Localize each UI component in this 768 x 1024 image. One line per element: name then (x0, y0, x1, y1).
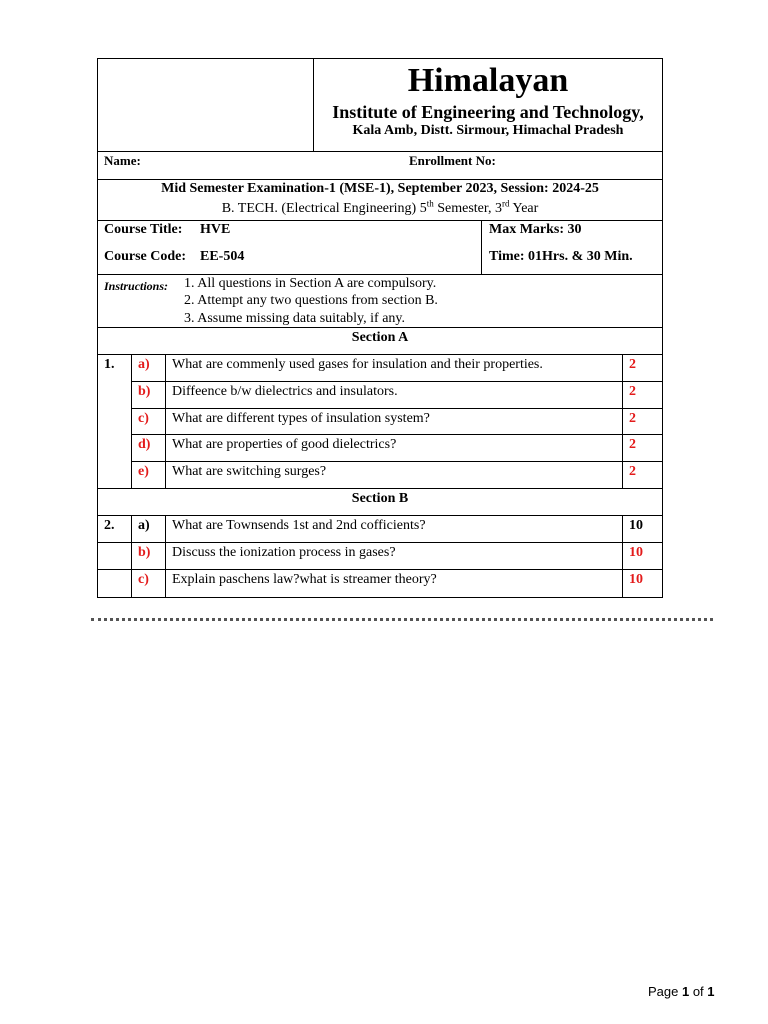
max-marks: Max Marks: 30 (489, 222, 582, 237)
enrollment-label: Enrollment No: (409, 153, 496, 168)
marks: 2 (629, 357, 636, 372)
question-text: What are different types of insulation system? (172, 411, 430, 426)
program-mid: Semester, 3 (433, 201, 502, 216)
marks: 2 (629, 464, 636, 479)
marks: 10 (629, 518, 643, 533)
course-code-value: EE-504 (200, 249, 245, 264)
course-title-label: Course Title: (104, 222, 183, 237)
program-suffix: Year (509, 201, 539, 216)
exam-header-table (97, 58, 663, 598)
institute-address: Kala Amb, Distt. Sirmour, Himachal Pradesh (352, 123, 624, 138)
page-total: 1 (707, 984, 715, 999)
marks: 2 (629, 384, 636, 399)
program-prefix: B. TECH. (Electrical Engineering) 5 (221, 201, 427, 216)
page-word: Page (648, 984, 682, 999)
section-b-heading: Section B (351, 491, 409, 506)
marks: 2 (629, 437, 636, 452)
institute-full-name: Institute of Engineering and Technology, (332, 102, 644, 122)
question-text: What are Townsends 1st and 2nd cofficients? (172, 518, 426, 533)
program-line (97, 198, 663, 217)
name-label: Name: (104, 153, 141, 168)
question-text: What are commenly used gases for insulation and their properties. (172, 357, 543, 372)
part-label: c) (138, 411, 149, 426)
instruction-item: 2. Attempt any two questions from section B. (184, 293, 438, 308)
instruction-item: 1. All questions in Section A are compulsory. (184, 276, 437, 291)
question-text: Diffeence b/w dielectrics and insulators. (172, 384, 398, 399)
exam-time: Time: 01Hrs. & 30 Min. (489, 249, 633, 264)
section-a-heading: Section A (351, 330, 409, 345)
question-number: 1. (104, 357, 115, 372)
question-text: What are properties of good dielectrics? (172, 437, 397, 452)
question-text: Explain paschens law?what is streamer theory? (172, 572, 437, 587)
institute-name: Himalayan (407, 62, 569, 99)
marks: 10 (629, 572, 643, 587)
course-title-value: HVE (200, 222, 231, 237)
instruction-item: 3. Assume missing data suitably, if any. (184, 311, 405, 326)
part-label: d) (138, 437, 151, 452)
part-label: b) (138, 545, 151, 560)
question-text: What are switching surges? (172, 464, 327, 479)
question-number: 2. (104, 518, 115, 533)
year-suffix: rd (502, 198, 510, 209)
course-code-label: Course Code: (104, 249, 187, 264)
part-label: c) (138, 572, 149, 587)
part-label: a) (138, 518, 150, 533)
page-footer (648, 984, 715, 1000)
marks: 10 (629, 545, 643, 560)
part-label: b) (138, 384, 151, 399)
cut-line-divider (91, 618, 713, 621)
instructions-label: Instructions: (104, 279, 169, 293)
marks: 2 (629, 411, 636, 426)
question-text: Discuss the ionization process in gases? (172, 545, 396, 560)
page-number: 1 (681, 984, 690, 999)
exam-title: Mid Semester Examination-1 (MSE-1), September 2023, Session: 2024-25 (161, 181, 599, 196)
semester-suffix: th (426, 198, 434, 209)
part-label: a) (138, 357, 150, 372)
part-label: e) (138, 464, 149, 479)
of-word: of (689, 984, 708, 999)
